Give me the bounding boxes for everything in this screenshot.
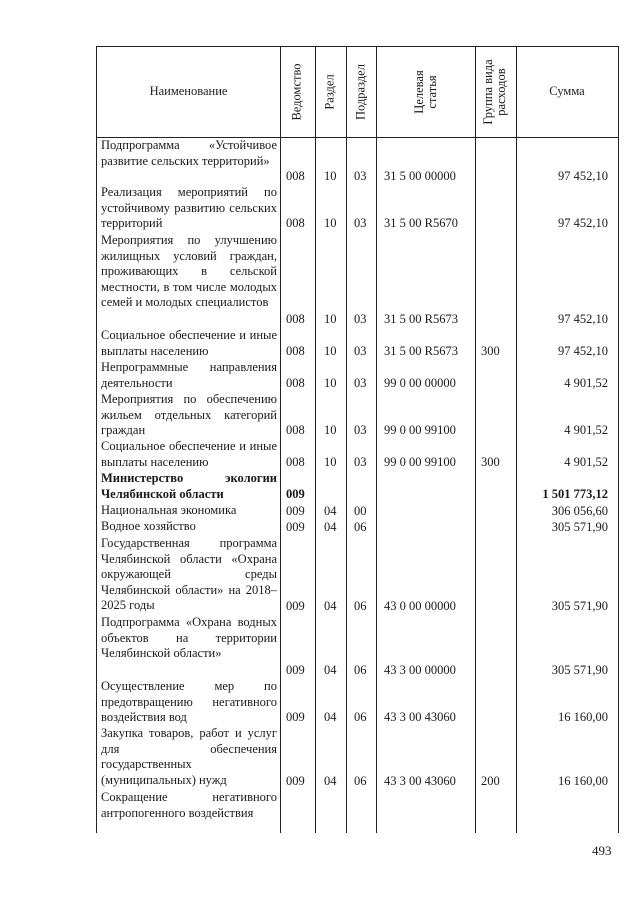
row-cel: 31 5 00 R5673 — [384, 343, 458, 358]
table-row — [97, 679, 618, 725]
page-number: 493 — [592, 843, 612, 858]
table-row — [97, 471, 618, 502]
header-grp: Группа вида расходов — [481, 59, 508, 125]
row-razdel: 10 — [324, 343, 337, 358]
row-sum: 305 571,90 — [551, 598, 608, 613]
row-razdel: 04 — [324, 662, 337, 677]
table-row — [97, 138, 618, 184]
row-ved: 009 — [286, 503, 305, 518]
row-cel: 99 0 00 00000 — [384, 375, 456, 390]
table-row — [97, 519, 618, 535]
row-podrazdel: 03 — [354, 215, 367, 230]
row-sum: 4 901,52 — [564, 375, 608, 390]
row-sum: 97 452,10 — [558, 311, 608, 326]
row-razdel: 04 — [324, 773, 337, 788]
table-row — [97, 790, 618, 833]
row-sum: 4 901,52 — [564, 422, 608, 437]
row-name: Социальное обеспечение и иные выплаты населению — [101, 328, 277, 358]
row-ved: 009 — [286, 598, 305, 613]
row-razdel: 10 — [324, 168, 337, 183]
row-cel: 43 3 00 43060 — [384, 709, 456, 724]
row-ved: 009 — [286, 773, 305, 788]
row-name: Осуществление мер по предотвращению негативного воздействия вод — [101, 679, 277, 724]
row-cel: 43 0 00 00000 — [384, 598, 456, 613]
row-ved: 008 — [286, 343, 305, 358]
row-ved: 008 — [286, 311, 305, 326]
row-ved: 008 — [286, 375, 305, 390]
row-sum: 306 056,60 — [551, 503, 608, 518]
row-razdel: 04 — [324, 519, 337, 534]
row-name: Закупка товаров, работ и услуг для обеспечения государственных (муниципальных) нужд — [101, 726, 277, 787]
row-podrazdel: 03 — [354, 343, 367, 358]
row-cel: 43 3 00 00000 — [384, 662, 456, 677]
table-row — [97, 233, 618, 327]
table-row — [97, 392, 618, 438]
row-sum: 1 501 773,12 — [542, 486, 608, 501]
row-sum: 305 571,90 — [551, 662, 608, 677]
row-cel: 31 5 00 R5670 — [384, 215, 458, 230]
row-name: Национальная экономика — [101, 503, 237, 517]
row-ved: 009 — [286, 519, 305, 534]
header-sum: Сумма — [549, 84, 585, 98]
row-ved: 008 — [286, 422, 305, 437]
row-cel: 43 3 00 43060 — [384, 773, 456, 788]
row-podrazdel: 00 — [354, 503, 367, 518]
row-podrazdel: 03 — [354, 311, 367, 326]
header-cel: Целевая статья — [412, 70, 439, 114]
row-name: Водное хозяйство — [101, 519, 196, 533]
row-name: Подпрограмма «Устойчивое развитие сельских территорий» — [101, 138, 277, 168]
table-row — [97, 439, 618, 470]
row-name: Непрограммные направления деятельности — [101, 360, 277, 390]
row-ved: 009 — [286, 709, 305, 724]
budget-table — [96, 46, 619, 833]
row-razdel: 04 — [324, 503, 337, 518]
row-razdel: 04 — [324, 598, 337, 613]
row-podrazdel: 06 — [354, 709, 367, 724]
table-row — [97, 536, 618, 614]
header-podrazdel: Подраздел — [353, 64, 368, 120]
table-row — [97, 615, 618, 678]
row-name: Реализация мероприятий по устойчивому развитию сельских территорий — [101, 185, 277, 230]
row-cel: 31 5 00 00000 — [384, 168, 456, 183]
row-sum: 16 160,00 — [558, 709, 608, 724]
row-sum: 16 160,00 — [558, 773, 608, 788]
row-cel: 99 0 00 99100 — [384, 454, 456, 469]
row-razdel: 10 — [324, 422, 337, 437]
header-name: Наименование — [149, 84, 228, 98]
row-sum: 97 452,10 — [558, 215, 608, 230]
row-ved: 009 — [286, 662, 305, 677]
row-name: Министерство экологии Челябинской области — [101, 471, 277, 501]
row-podrazdel: 06 — [354, 519, 367, 534]
row-podrazdel: 03 — [354, 454, 367, 469]
row-cel: 31 5 00 R5673 — [384, 311, 458, 326]
header-razdel: Раздел — [322, 74, 337, 110]
row-razdel: 10 — [324, 215, 337, 230]
row-podrazdel: 03 — [354, 168, 367, 183]
row-name: Социальное обеспечение и иные выплаты населению — [101, 439, 277, 469]
table-row — [97, 328, 618, 359]
row-ved: 008 — [286, 454, 305, 469]
row-sum: 4 901,52 — [564, 454, 608, 469]
row-grp: 300 — [481, 454, 500, 469]
table-row — [97, 185, 618, 231]
table-row — [97, 503, 618, 519]
row-ved: 008 — [286, 168, 305, 183]
row-name: Подпрограмма «Охрана водных объектов на территории Челябинской области» — [101, 615, 277, 660]
row-podrazdel: 03 — [354, 422, 367, 437]
row-grp: 300 — [481, 343, 500, 358]
row-podrazdel: 06 — [354, 662, 367, 677]
row-name: Мероприятия по улучшению жилищных условий граждан, проживающих в сельской местности, в том числе молодых семей и молодых специалистов — [101, 233, 277, 309]
row-cel: 99 0 00 99100 — [384, 422, 456, 437]
row-name: Государственная программа Челябинской области «Охрана окружающей среды Челябинской области» на 2018–2025 годы — [101, 536, 277, 612]
row-podrazdel: 03 — [354, 375, 367, 390]
row-razdel: 10 — [324, 454, 337, 469]
row-ved: 009 — [286, 486, 305, 501]
row-podrazdel: 06 — [354, 598, 367, 613]
row-podrazdel: 06 — [354, 773, 367, 788]
row-sum: 97 452,10 — [558, 343, 608, 358]
row-razdel: 10 — [324, 311, 337, 326]
row-razdel: 10 — [324, 375, 337, 390]
row-sum: 305 571,90 — [551, 519, 608, 534]
row-razdel: 04 — [324, 709, 337, 724]
table-row — [97, 360, 618, 391]
row-grp: 200 — [481, 773, 500, 788]
row-ved: 008 — [286, 215, 305, 230]
table-row — [97, 726, 618, 789]
header-ved: Ведомство — [289, 63, 304, 121]
row-name: Мероприятия по обеспечению жильем отдельных категорий граждан — [101, 392, 277, 437]
row-sum: 97 452,10 — [558, 168, 608, 183]
row-name: Сокращение негативного антропогенного воздействия — [101, 790, 277, 820]
